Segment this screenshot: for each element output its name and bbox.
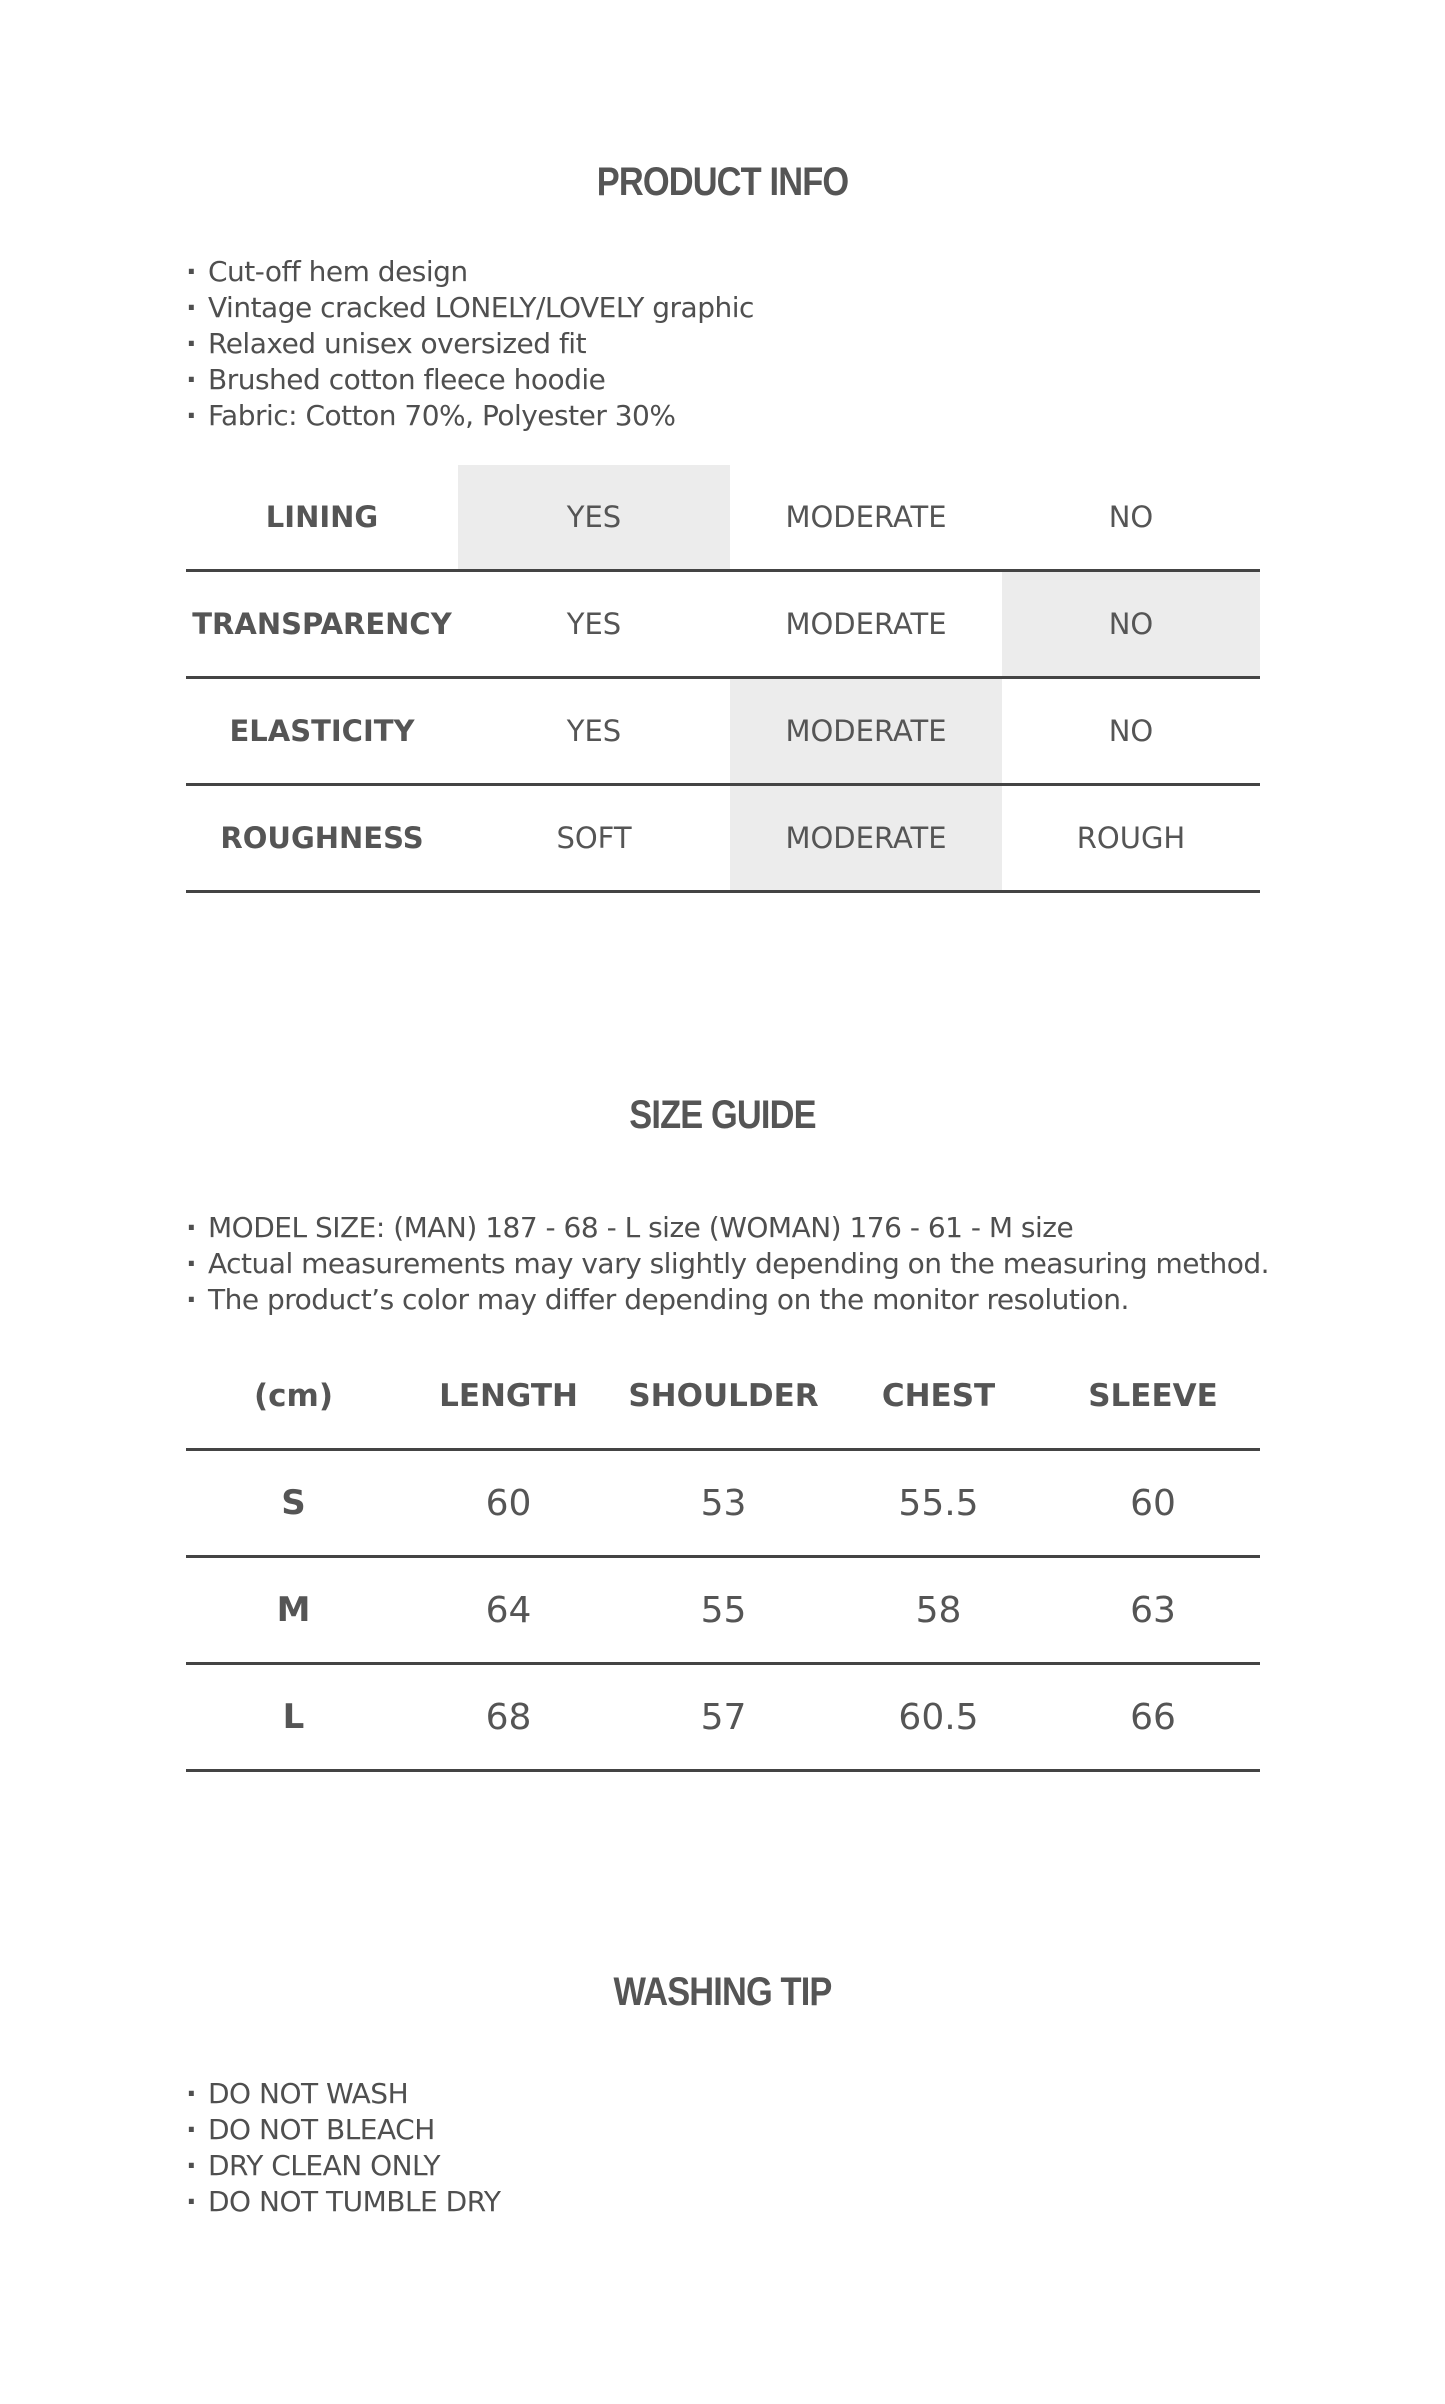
list-item: · DO NOT WASH xyxy=(186,2077,409,2110)
column-header-unit: (cm) xyxy=(186,1344,401,1450)
list-item: · DRY CLEAN ONLY xyxy=(186,2149,441,2182)
attribute-option: MODERATE xyxy=(730,678,1002,785)
measurement-cell: 57 xyxy=(616,1664,831,1771)
list-item: · Vintage cracked LONELY/LOVELY graphic xyxy=(186,291,754,324)
size-guide-title: SIZE GUIDE xyxy=(629,1093,816,1137)
list-item: · Brushed cotton fleece hoodie xyxy=(186,363,606,396)
list-item: · The product’s color may differ depending on the monitor resolution. xyxy=(186,1283,1129,1316)
attribute-label: TRANSPARENCY xyxy=(186,571,458,678)
bullet-marker: · xyxy=(186,255,197,288)
attribute-option: YES xyxy=(458,678,730,785)
attribute-option: ROUGH xyxy=(1002,785,1260,892)
list-item: · MODEL SIZE: (MAN) 187 - 68 - L size (WOMAN) 176 - 61 - M size xyxy=(186,1211,1074,1244)
column-header-length: LENGTH xyxy=(401,1344,616,1450)
bullet-marker: · xyxy=(186,2149,197,2182)
bullet-marker: · xyxy=(186,291,197,324)
measurement-cell: 60 xyxy=(1046,1450,1260,1557)
column-header-shoulder: SHOULDER xyxy=(616,1344,831,1450)
attribute-option: SOFT xyxy=(458,785,730,892)
bullet-marker: · xyxy=(186,399,197,432)
attribute-option: MODERATE xyxy=(730,571,1002,678)
bullet-marker: · xyxy=(186,1247,197,1280)
table-row xyxy=(186,1450,1260,1557)
size-header-row xyxy=(186,1344,1260,1450)
size-label: M xyxy=(186,1557,401,1664)
measurement-cell: 60.5 xyxy=(831,1664,1046,1771)
measurement-cell: 66 xyxy=(1046,1664,1260,1771)
size-chart-table xyxy=(186,1344,1260,1772)
measurement-cell: 68 xyxy=(401,1664,616,1771)
list-item: · Relaxed unisex oversized fit xyxy=(186,327,587,360)
column-header-chest: CHEST xyxy=(831,1344,1046,1450)
attribute-row-lining xyxy=(186,465,1260,571)
list-item: · DO NOT TUMBLE DRY xyxy=(186,2185,501,2218)
attribute-row-transparency xyxy=(186,571,1260,678)
product-info-list xyxy=(186,254,754,434)
washing-tip-list xyxy=(186,2076,500,2220)
attribute-option: NO xyxy=(1002,571,1260,678)
attribute-option: MODERATE xyxy=(730,785,1002,892)
measurement-cell: 53 xyxy=(616,1450,831,1557)
list-item: · DO NOT BLEACH xyxy=(186,2113,435,2146)
bullet-marker: · xyxy=(186,2077,197,2110)
attribute-row-roughness xyxy=(186,785,1260,892)
list-item: · Cut-off hem design xyxy=(186,255,468,288)
size-guide-notes xyxy=(186,1210,1269,1318)
fabric-attributes-table xyxy=(186,465,1260,893)
measurement-cell: 64 xyxy=(401,1557,616,1664)
table-row xyxy=(186,1664,1260,1771)
bullet-marker: · xyxy=(186,2113,197,2146)
list-item: · Fabric: Cotton 70%, Polyester 30% xyxy=(186,399,676,432)
measurement-cell: 55.5 xyxy=(831,1450,1046,1557)
bullet-marker: · xyxy=(186,2185,197,2218)
measurement-cell: 55 xyxy=(616,1557,831,1664)
attribute-row-elasticity xyxy=(186,678,1260,785)
size-label: L xyxy=(186,1664,401,1771)
attribute-option: MODERATE xyxy=(730,465,1002,571)
product-info-title: PRODUCT INFO xyxy=(596,160,849,204)
table-row xyxy=(186,1557,1260,1664)
column-header-sleeve: SLEEVE xyxy=(1046,1344,1260,1450)
bullet-marker: · xyxy=(186,363,197,396)
attribute-option: NO xyxy=(1002,465,1260,571)
attribute-label: LINING xyxy=(186,465,458,571)
attribute-label: ELASTICITY xyxy=(186,678,458,785)
bullet-marker: · xyxy=(186,1211,197,1244)
bullet-marker: · xyxy=(186,327,197,360)
attribute-option: YES xyxy=(458,465,730,571)
measurement-cell: 63 xyxy=(1046,1557,1260,1664)
list-item: · Actual measurements may vary slightly depending on the measuring method. xyxy=(186,1247,1270,1280)
attribute-option: NO xyxy=(1002,678,1260,785)
measurement-cell: 60 xyxy=(401,1450,616,1557)
bullet-marker: · xyxy=(186,1283,197,1316)
measurement-cell: 58 xyxy=(831,1557,1046,1664)
size-label: S xyxy=(186,1450,401,1557)
attribute-label: ROUGHNESS xyxy=(186,785,458,892)
attribute-option: YES xyxy=(458,571,730,678)
washing-tip-title: WASHING TIP xyxy=(613,1970,832,2014)
